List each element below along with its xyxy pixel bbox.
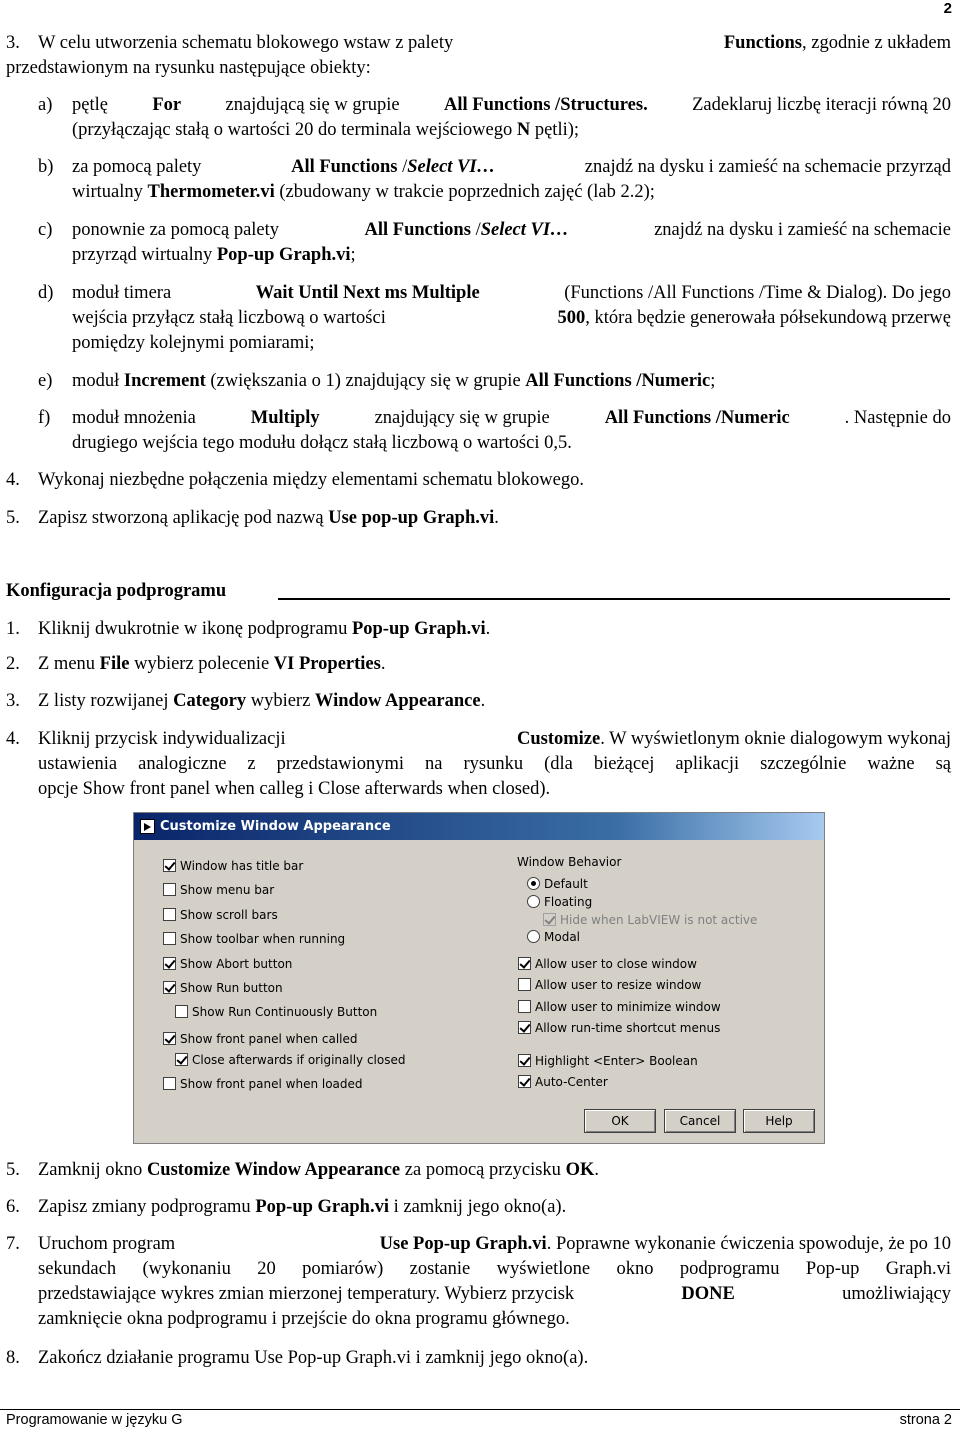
option-checkbox[interactable]: [163, 1030, 358, 1048]
radio-floating-label: Floating: [544, 895, 593, 909]
radio-default-label: Default: [544, 877, 588, 891]
cancel-button[interactable]: Cancel: [664, 1109, 736, 1133]
option-checkbox[interactable]: [163, 930, 345, 948]
item-b-line2-post: (zbudowany w trakcie poprzednich zajęć (lab 2.2);: [279, 182, 655, 202]
option-checkbox[interactable]: [163, 979, 283, 997]
item-d-line3: pomiędzy kolejnymi pomiarami;: [72, 333, 315, 353]
item-b-text: za pomocą palety: [72, 157, 202, 177]
use-popup-graph-term: Use pop-up Graph.vi: [328, 508, 495, 528]
checkbox-checked-icon: [163, 1032, 176, 1045]
after7-number: 7.: [6, 1234, 20, 1254]
option-checkbox[interactable]: [163, 1075, 363, 1093]
item-a-label: a): [38, 95, 53, 115]
checkbox-disabled-icon: [543, 913, 556, 926]
item-d-text: moduł timera: [72, 283, 172, 303]
item-a-line1: [72, 93, 951, 117]
cfg2-text-3: .: [380, 654, 386, 674]
radio-default[interactable]: [527, 875, 588, 893]
item-d-line2-text: wejścia przyłącz stałą liczbową o wartości: [72, 308, 386, 328]
item-d-label: d): [38, 283, 54, 303]
item-e-label: e): [38, 371, 53, 391]
section-heading: Konfiguracja podprogramu: [6, 581, 227, 601]
popup-graph-vi-term: Pop-up Graph.vi: [351, 619, 486, 639]
option-label: Show front panel when loaded: [180, 1077, 363, 1091]
option-label: Allow user to resize window: [535, 978, 702, 992]
option-checkbox[interactable]: [163, 955, 292, 973]
cfg3-text: [38, 689, 485, 713]
category-term: Category: [173, 691, 247, 711]
option-label: Allow run-time shortcut menus: [535, 1021, 721, 1035]
option-checkbox[interactable]: [175, 1003, 377, 1021]
item-d-text2: (Functions /All Functions /Time & Dialog). Do jego: [564, 283, 951, 303]
item-c-text: ponownie za pomocą palety: [72, 220, 280, 240]
item-b-label: b): [38, 157, 54, 177]
checkbox-empty-icon: [163, 932, 176, 945]
after5-text: [38, 1158, 599, 1182]
after6-number: 6.: [6, 1197, 20, 1217]
checkbox-checked-icon: [163, 957, 176, 970]
cfg4-text-2: . W wyświetlonym oknie dialogowym wykonaj: [600, 729, 951, 749]
structures-term: All Functions /Structures.: [444, 95, 648, 115]
checkbox-empty-icon: [175, 1005, 188, 1018]
option-label: Show scroll bars: [180, 908, 278, 922]
checkbox-empty-icon: [518, 1000, 531, 1013]
step4-number: 4.: [6, 470, 20, 490]
dialog-title: Customize Window Appearance: [160, 819, 391, 834]
multiply-term: Multiply: [250, 408, 320, 428]
checkbox-empty-icon: [518, 978, 531, 991]
dialog-title-bar: [134, 813, 824, 840]
customize-term: Customize: [516, 729, 601, 749]
radio-selected-icon: [527, 877, 540, 890]
cfg2-text-2: wybierz polecenie: [134, 654, 270, 674]
option-label: Show menu bar: [180, 883, 275, 897]
after7-text-1: Uruchom program: [38, 1234, 176, 1254]
item-c-line2-text: przyrząd wirtualny: [72, 245, 213, 265]
cfg1-text-main: Kliknij dwukrotnie w ikonę podprogramu: [38, 619, 348, 639]
option-label: Auto-Center: [535, 1075, 608, 1089]
cfg2-text: [38, 652, 385, 676]
cfg2-number: 2.: [6, 654, 20, 674]
option-checkbox[interactable]: [163, 881, 274, 899]
wait-until-term: Wait Until Next ms Multiple: [255, 283, 480, 303]
item-f-text3: . Następnie do: [844, 408, 951, 428]
option-checkbox[interactable]: [518, 1052, 698, 1070]
popup-graph-vi-term: Pop-up Graph.vi: [255, 1197, 389, 1217]
item-a-line2-text: (przyłączając stałą o wartości 20 do terminala wejściowego: [72, 120, 513, 140]
item-e-text3: ;: [710, 371, 716, 391]
select-vi-term: Select VI…: [480, 220, 569, 240]
item-b-text3: znajdź na dysku i zamieść na schemacie przyrząd: [584, 157, 951, 177]
item-b-line2-text: wirtualny: [72, 182, 143, 202]
increment-term: Increment: [123, 371, 206, 391]
done-term: DONE: [681, 1284, 735, 1304]
cfg4-line1: [38, 727, 951, 751]
checkbox-checked-icon: [518, 957, 531, 970]
slash-text: /: [475, 220, 481, 240]
checkbox-empty-icon: [163, 1077, 176, 1090]
numeric-term: All Functions /Numeric: [525, 371, 711, 391]
option-label: Allow user to minimize window: [535, 1000, 721, 1014]
after5-text-2: za pomocą przycisku: [404, 1160, 561, 1180]
option-checkbox[interactable]: [518, 976, 701, 994]
item-a-line2: [72, 118, 579, 142]
value-500: 500: [557, 308, 586, 328]
item-c-line2-post: ;: [350, 245, 356, 265]
item-b-line2: [72, 180, 655, 204]
numeric-term: All Functions /Numeric: [604, 408, 790, 428]
item-f-text: moduł mnożenia: [72, 408, 196, 428]
cfg3-text-1: Z listy rozwijanej: [38, 691, 169, 711]
footer-left: Programowanie w języku G: [6, 1412, 183, 1428]
radio-floating[interactable]: [527, 893, 592, 911]
step3-text-post: , zgodnie z układem: [802, 33, 951, 53]
option-label: Show front panel when called: [180, 1032, 358, 1046]
window-appearance-term: Window Appearance: [314, 691, 481, 711]
after7-line4: zamknięcie okna podprogramu i przejście do okna programu głównego.: [38, 1309, 570, 1329]
cfg1-text: [38, 617, 490, 641]
file-menu-term: File: [99, 654, 130, 674]
after7-line3: [38, 1282, 951, 1306]
after8-text: Zakończ działanie programu Use Pop-up Graph.vi i zamknij jego okno(a).: [38, 1348, 589, 1368]
item-f-label: f): [38, 408, 51, 428]
after6-text-1: Zapisz zmiany podprogramu: [38, 1197, 251, 1217]
item-d-line1: [72, 281, 951, 305]
step5-text: [38, 506, 499, 530]
cfg4-line2: ustawienia analogiczne z przedstawionymi na rysunku (dla bieżącej aplikacji szczególnie ważne są: [38, 754, 951, 774]
radio-modal-label: Modal: [544, 930, 580, 944]
radio-modal[interactable]: [527, 928, 580, 946]
after6-text: [38, 1195, 566, 1219]
after5-text-3: .: [594, 1160, 599, 1180]
option-checkbox[interactable]: [518, 998, 721, 1016]
checkbox-empty-icon: [163, 883, 176, 896]
option-label: Allow user to close window: [535, 957, 697, 971]
option-checkbox[interactable]: [518, 955, 697, 973]
all-functions-term: All Functions: [364, 220, 471, 240]
checkbox-checked-icon: [163, 859, 176, 872]
option-label: Highlight <Enter> Boolean: [535, 1054, 698, 1068]
ok-button[interactable]: OK: [584, 1109, 656, 1133]
after7-text-2: . Poprawne wykonanie ćwiczenia spowoduje, że po 10: [546, 1234, 951, 1254]
cfg4-line3: opcje Show front panel when calleg i Close afterwards when closed).: [38, 779, 551, 799]
heading-underline: [278, 598, 950, 600]
cfg1-text-post: .: [485, 619, 491, 639]
after5-number: 5.: [6, 1160, 20, 1180]
use-popup-graph-term: Use Pop-up Graph.vi: [379, 1234, 547, 1254]
item-d-line2: [72, 306, 951, 330]
step3-line2: przedstawionym na rysunku następujące obiekty:: [6, 58, 371, 78]
item-f-text2: znajdujący się w grupie: [374, 408, 550, 428]
step4-text: Wykonaj niezbędne połączenia między elementami schematu blokowego.: [38, 470, 584, 490]
item-a-text2: znajdującą się w grupie: [225, 95, 400, 115]
after7-line3-text: przedstawiające wykres zmian mierzonej temperatury. Wybierz przycisk: [38, 1284, 575, 1304]
item-f-line2: drugiego wejścia tego modułu dołącz stałą liczbową o wartości 0,5.: [72, 433, 572, 453]
option-checkbox[interactable]: [175, 1051, 405, 1069]
customize-window-term: Customize Window Appearance: [146, 1160, 401, 1180]
item-b-line1: [72, 155, 951, 179]
after7-line1: [38, 1232, 951, 1256]
step5-number: 5.: [6, 508, 20, 528]
item-e-text2: (zwiększania o 1) znajdujący się w grupie: [210, 371, 521, 391]
cfg2-text-1: Z menu: [38, 654, 96, 674]
item-c-line1: [72, 218, 951, 242]
step5-text-main: Zapisz stworzoną aplikację pod nazwą: [38, 508, 324, 528]
step3-line1: [38, 31, 951, 55]
cfg4-text-1: Kliknij przycisk indywidualizacji: [38, 729, 286, 749]
item-c-text3: znajdź na dysku i zamieść na schemacie: [654, 220, 951, 240]
checkbox-checked-icon: [163, 981, 176, 994]
cfg4-number: 4.: [6, 729, 20, 749]
page-number: 2: [943, 0, 952, 17]
option-label: Show toolbar when running: [180, 932, 346, 946]
checkbox-empty-icon: [163, 908, 176, 921]
functions-term: Functions: [723, 33, 803, 53]
option-label: Show Abort button: [180, 957, 293, 971]
option-checkbox[interactable]: [518, 1019, 720, 1037]
radio-unselected-icon: [527, 930, 540, 943]
item-e-text: moduł: [72, 371, 120, 391]
footer-right: strona 2: [899, 1412, 952, 1428]
option-checkbox[interactable]: [518, 1073, 608, 1091]
thermometer-vi-term: Thermometer.vi: [147, 182, 275, 202]
step3-number: 3.: [6, 33, 20, 53]
hide-when-inactive-label: Hide when LabVIEW is not active: [560, 913, 758, 927]
after7-line3-post: umożliwiający: [842, 1284, 951, 1304]
ok-term: OK: [565, 1160, 595, 1180]
checkbox-checked-icon: [175, 1053, 188, 1066]
item-d-line2-post: , która będzie generowała półsekundową przerwę: [585, 308, 951, 328]
after8-number: 8.: [6, 1348, 20, 1368]
vi-properties-term: VI Properties: [273, 654, 381, 674]
option-label: Close afterwards if originally closed: [192, 1053, 406, 1067]
checkbox-checked-icon: [518, 1021, 531, 1034]
option-label: Show Run button: [180, 981, 283, 995]
item-e-line1: [72, 369, 715, 393]
option-checkbox[interactable]: [163, 906, 278, 924]
for-loop-term: For: [152, 95, 182, 115]
hide-when-inactive-checkbox[interactable]: [543, 911, 757, 929]
option-checkbox[interactable]: [163, 857, 303, 875]
checkbox-checked-icon: [518, 1075, 531, 1088]
step3-text: W celu utworzenia schematu blokowego wstaw z palety: [38, 33, 454, 53]
slash-text: /: [402, 157, 408, 177]
labview-app-icon: [140, 819, 155, 834]
after5-text-1: Zamknij okno: [38, 1160, 143, 1180]
cfg3-text-2: wybierz: [250, 691, 311, 711]
item-f-line1: [72, 406, 951, 430]
item-c-line2: [72, 243, 356, 267]
popup-graph-vi-term: Pop-up Graph.vi: [216, 245, 351, 265]
footer-rule: [0, 1409, 960, 1410]
customize-window-dialog: [133, 812, 825, 1144]
help-button[interactable]: Help: [743, 1109, 815, 1133]
step5-text-post: .: [494, 508, 499, 528]
option-label: Window has title bar: [180, 859, 304, 873]
checkbox-checked-icon: [518, 1054, 531, 1067]
n-terminal-term: N: [516, 120, 531, 140]
option-label: Show Run Continuously Button: [192, 1005, 378, 1019]
cfg3-text-3: .: [480, 691, 486, 711]
cfg3-number: 3.: [6, 691, 20, 711]
radio-unselected-icon: [527, 895, 540, 908]
item-a-line2-post: pętli);: [534, 120, 580, 140]
select-vi-term: Select VI…: [407, 157, 496, 177]
after6-text-2: i zamknij jego okno(a).: [393, 1197, 567, 1217]
after7-line2: sekundach (wykonaniu 20 pomiarów) zostanie wyświetlone okno podprogramu Pop-up Graph.vi: [38, 1259, 951, 1279]
window-behavior-label: Window Behavior: [517, 855, 622, 869]
item-a-text3: Zadeklaruj liczbę iteracji równą 20: [692, 95, 951, 115]
item-c-label: c): [38, 220, 53, 240]
cfg1-number: 1.: [6, 619, 20, 639]
all-functions-term: All Functions: [291, 157, 398, 177]
item-a-text: pętlę: [72, 95, 108, 115]
